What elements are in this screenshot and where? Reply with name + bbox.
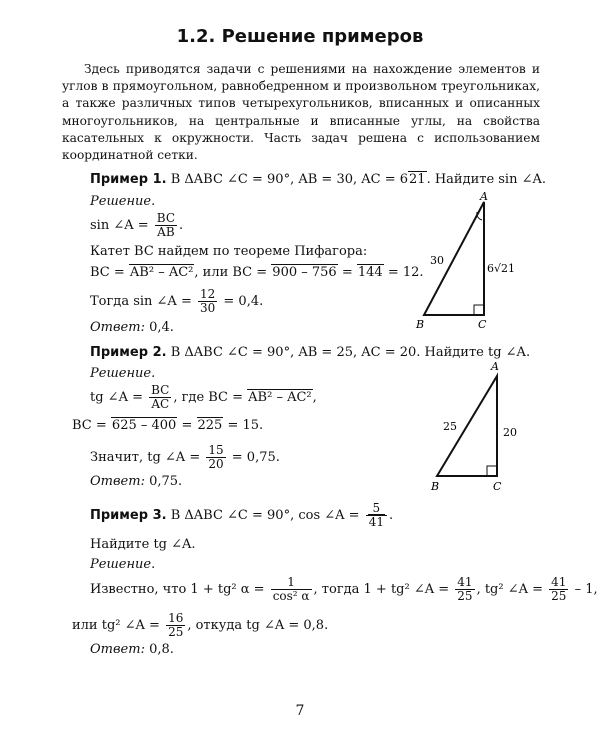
side-ab-label: 30 [430,254,444,267]
example-3-identity: Известно, что 1 + tg² α = $\frac{1}{\text{cos² α}}$ , тогда 1 + tg² ∠A = $\frac{41}{25}$ , tg² ∠A = $\frac{41}{25}$ – 1, [90,575,598,603]
example-3-find-text: Найдите tg ∠A. [90,537,196,552]
intro-paragraph: Здесь приводятся задачи с решениями на нахождение элементов и углов в прямоугольном, равнобедренном и произвольном треугольниках, а также различных типов четырехугольников, вписанных и описанных многоугольников, на центральные и вписанные углы, на свойства касательных к окружности. Часть задач решена с использованием координатной сетки. [62,62,540,163]
example-2-condition: Пример 2. В ΔABC ∠C = 90°, AB = 25, AC = 20. Найдите tg ∠A. [90,345,531,360]
vertex-a-label: A [491,360,499,373]
example-1-sin-value: Тогда sin ∠A = $\frac{12}{30}$ = 0,4. [90,287,264,315]
example-3-label: Пример 3. [90,508,167,523]
example-1-katet-text: Катет BC найдем по теореме Пифагора: [90,244,368,259]
side-ac-label: 6√21 [487,262,516,275]
vertex-a-label: A [480,190,488,203]
example-1-answer: Ответ: 0,4. [90,320,174,335]
section-title: 1.2. Решение примеров [176,26,424,47]
example-3-answer: Ответ: 0,8. [90,642,174,657]
vertex-c-label: C [478,318,487,331]
example-1-sin-formula: sin ∠A = $\frac{BC}{AB}$ . [90,211,184,239]
example-1-label: Пример 1. [90,172,167,187]
example-1-condition: Пример 1. В ΔABC ∠C = 90°, AB = 30, AC = 621. Найдите sin ∠A. [90,172,547,187]
example-1-pythagoras: BC = AB² – AC², или BC = 900 – 756 = 144 = 12. [90,265,424,280]
example-2-bc-value: BC = 625 – 400 = 225 = 15. [72,418,264,433]
right-angle-mark [487,466,497,476]
example-2-tg-formula: tg ∠A = $\frac{BC}{AC}$ , где BC = AB² – AC², [90,383,317,411]
example-1-triangle-figure [410,190,520,335]
example-3-tg-square: или tg² ∠A = $\frac{16}{25}$ , откуда tg ∠A = 0,8. [72,611,329,639]
example-2-label: Пример 2. [90,345,167,360]
example-2-tg-value: Значит, tg ∠A = $\frac{15}{20}$ = 0,75. [90,443,280,471]
side-ab-label: 25 [443,420,457,433]
example-3-solution-label: Решение. [90,557,156,572]
example-3-condition: Пример 3. В ΔABC ∠C = 90°, cos ∠A = $\frac{5}{41}$ . [90,501,394,529]
side-ac-label: 20 [503,426,517,439]
example-2-answer: Ответ: 0,75. [90,474,183,489]
example-2-solution-label: Решение. [90,366,156,381]
example-1-solution-label: Решение. [90,194,156,209]
vertex-b-label: B [416,318,425,331]
page-number: 7 [295,703,305,719]
example-2-triangle-figure [425,360,525,495]
vertex-b-label: B [431,480,440,493]
vertex-c-label: C [493,480,502,493]
right-angle-mark [474,305,484,315]
